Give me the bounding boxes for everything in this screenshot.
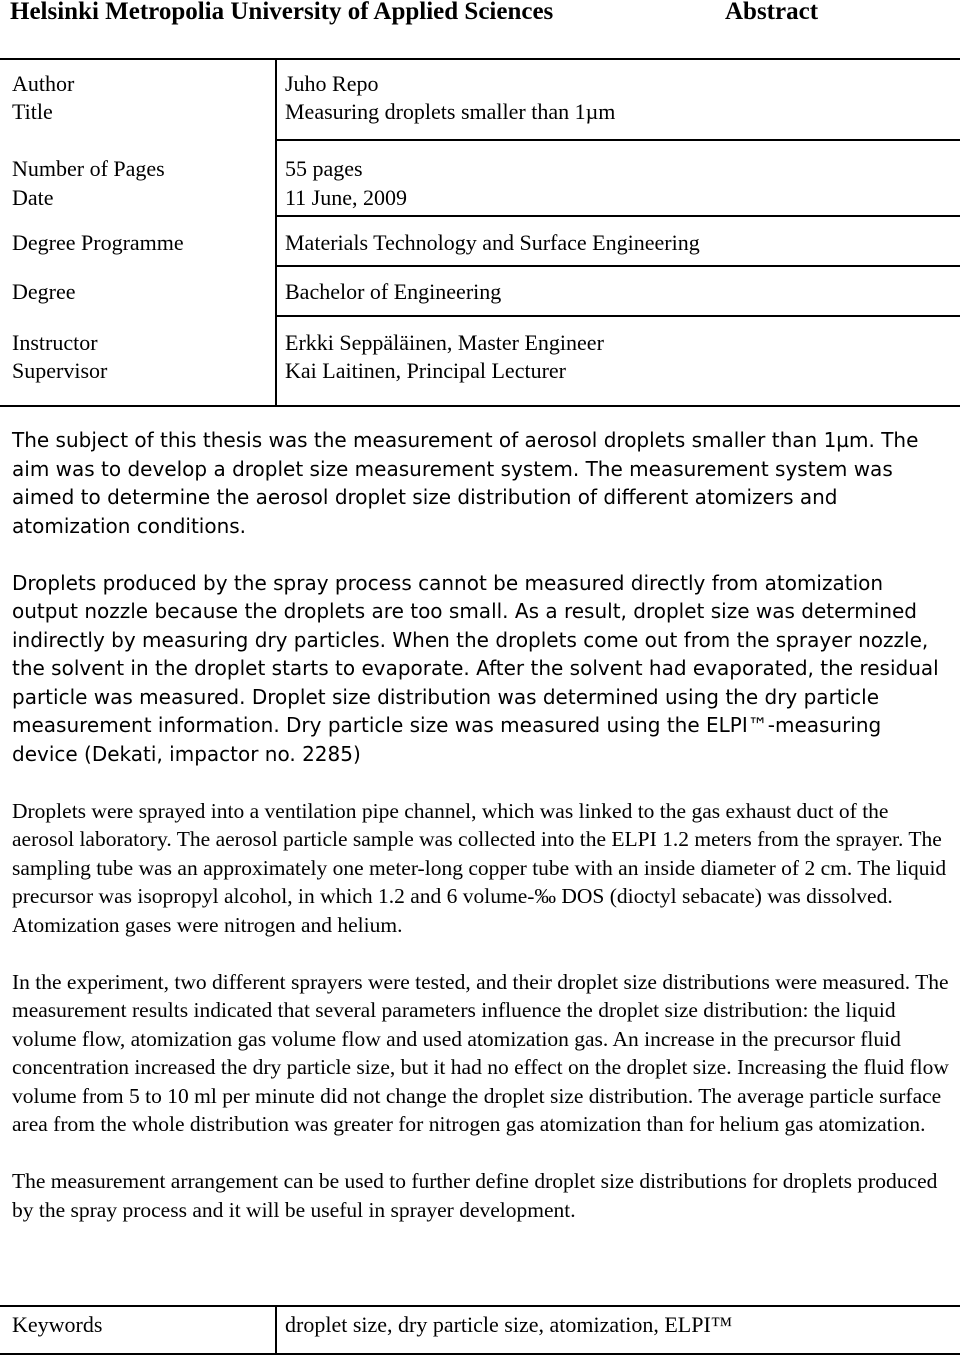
- pages-label: Number of Pages: [12, 156, 165, 181]
- page-header: [0, 0, 960, 60]
- table-divider-vertical: [275, 60, 277, 407]
- keywords-value: droplet size, dry particle size, atomization, ELPI™: [285, 1312, 733, 1337]
- degree-value: Bachelor of Engineering: [285, 279, 502, 304]
- abstract-paragraph: The subject of this thesis was the measurement of aerosol droplets smaller than 1µm. The aim was to develop a droplet size measurement system. The measurement system was aimed to determine the aerosol droplet size distribution of different atomizers and atomization conditions.: [12, 428, 919, 538]
- programme-label: Degree Programme: [12, 230, 184, 255]
- author-label: Author: [12, 71, 75, 96]
- date-label: Date: [12, 185, 54, 210]
- instructor-value: Erkki Seppäläinen, Master Engineer: [285, 330, 604, 355]
- abstract-body: [12, 426, 952, 1224]
- abstract-paragraph: The measurement arrangement can be used to further define droplet size distributions for droplets produced by the spray process and it will be useful in sprayer development.: [12, 1169, 938, 1222]
- row-divider: [275, 265, 960, 267]
- section-title: Abstract: [725, 0, 819, 25]
- title-value: Measuring droplets smaller than 1µm: [285, 99, 616, 124]
- pages-value: 55 pages: [285, 156, 363, 181]
- date-value: 11 June, 2009: [285, 185, 408, 210]
- abstract-paragraph: In the experiment, two different sprayers were tested, and their droplet size distributions were measured. The measurement results indicated that several parameters influence the droplet size distribution: the liquid volume flow, atomization gas volume flow and used atomization gas. An increase in the precursor fluid concentration increased the dry particle size, but it had no effect on the droplet size. Increasing the fluid flow volume from 5 to 10 ml per minute did not change the droplet size distribution. The average particle surface area from the whole distribution was greater for nitrogen gas atomization than for helium gas atomization.: [12, 969, 949, 1136]
- supervisor-value: Kai Laitinen, Principal Lecturer: [285, 358, 566, 383]
- abstract-paragraph: Droplets were sprayed into a ventilation pipe channel, which was linked to the gas exhaust duct of the aerosol laboratory. The aerosol particle sample was collected into the ELPI 1.2 meters from the sprayer. The sampling tube was an approximately one meter-long copper tube with an inside diameter of 2 cm. The liquid precursor was isopropyl alcohol, in which 1.2 and 6 volume-‰ DOS (dioctyl sebacate) was dissolved. Atomization gases were nitrogen and helium.: [12, 798, 947, 937]
- degree-label: Degree: [12, 279, 76, 304]
- programme-value: Materials Technology and Surface Engineering: [285, 230, 700, 255]
- keywords-divider: [275, 1305, 277, 1355]
- author-value: Juho Repo: [285, 71, 379, 96]
- row-divider: [275, 315, 960, 317]
- instructor-label: Instructor: [12, 330, 98, 355]
- row-divider: [275, 215, 960, 217]
- row-divider: [275, 139, 960, 141]
- supervisor-label: Supervisor: [12, 358, 108, 383]
- table-bottom-border: [0, 405, 960, 407]
- university-name: Helsinki Metropolia University of Applied Sciences: [10, 0, 554, 25]
- keywords-label: Keywords: [12, 1312, 103, 1337]
- abstract-paragraph: Droplets produced by the spray process cannot be measured directly from atomization output nozzle because the droplets are too small. As a result, droplet size was determined indirectly by measuring dry particles. When the droplets come out from the sprayer nozzle, the solvent in the droplet starts to evaporate. After the solvent had evaporated, the residual particle was measured. Droplet size distribution was determined using the dry particle measurement information. Dry particle size was measured using the ELPI™-measuring device (Dekati, impactor no. 2285): [12, 570, 939, 766]
- title-label: Title: [12, 99, 53, 124]
